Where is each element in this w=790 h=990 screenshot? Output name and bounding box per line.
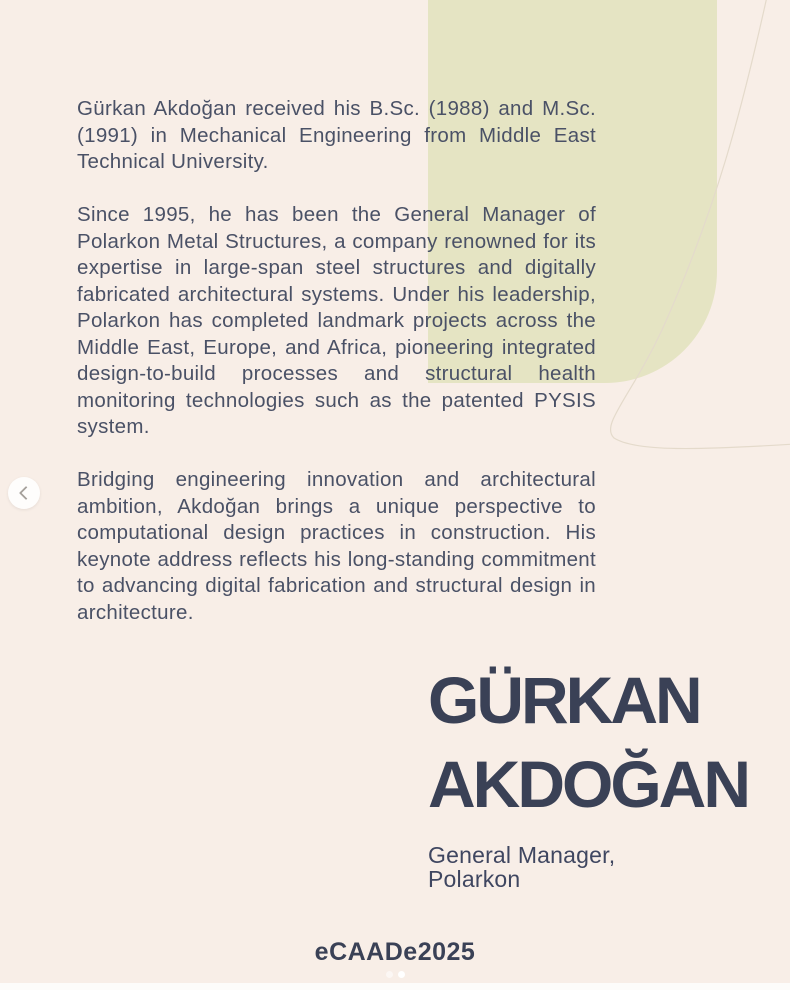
speaker-name-block — [428, 658, 748, 891]
carousel-dot-inactive — [386, 971, 393, 978]
carousel-dot-active — [398, 971, 405, 978]
speaker-name-line1: GÜRKAN — [428, 663, 700, 737]
speaker-role-line1: General Manager, — [428, 842, 616, 868]
speaker-role-line2: Polarkon — [428, 866, 521, 892]
bio-paragraph-1: Gürkan Akdoğan received his B.Sc. (1988) and M.Sc. (1991) in Mechanical Engineering from Middle East Technical University. — [77, 97, 596, 173]
bio-paragraph-3: Bridging engineering innovation and architectural ambition, Akdoğan brings a unique perspective to computational design practices in construction. His keynote address reflects his long-standing commitment to advancing digital fabrication and structural design in architecture. — [77, 468, 596, 624]
bottom-edge-strip — [0, 983, 790, 990]
prev-slide-button[interactable] — [8, 477, 40, 509]
speaker-role — [428, 843, 748, 891]
bio-paragraph-2: Since 1995, he has been the General Manager of Polarkon Metal Structures, a company renowned for its expertise in large-span steel structures and digitally fabricated architectural systems. Under his leadership, Polarkon has completed landmark projects across the Middle East, Europe, and Africa, pioneering integrated design-to-build processes and structural health monitoring technologies such as the patented PYSIS system. — [77, 203, 596, 438]
speaker-name-line2: AKDOĞAN — [428, 747, 748, 821]
chevron-left-icon — [18, 486, 32, 500]
bio-text — [77, 96, 596, 626]
carousel-dots — [0, 971, 790, 978]
footer-brand: eCAADe2025 — [314, 938, 476, 966]
